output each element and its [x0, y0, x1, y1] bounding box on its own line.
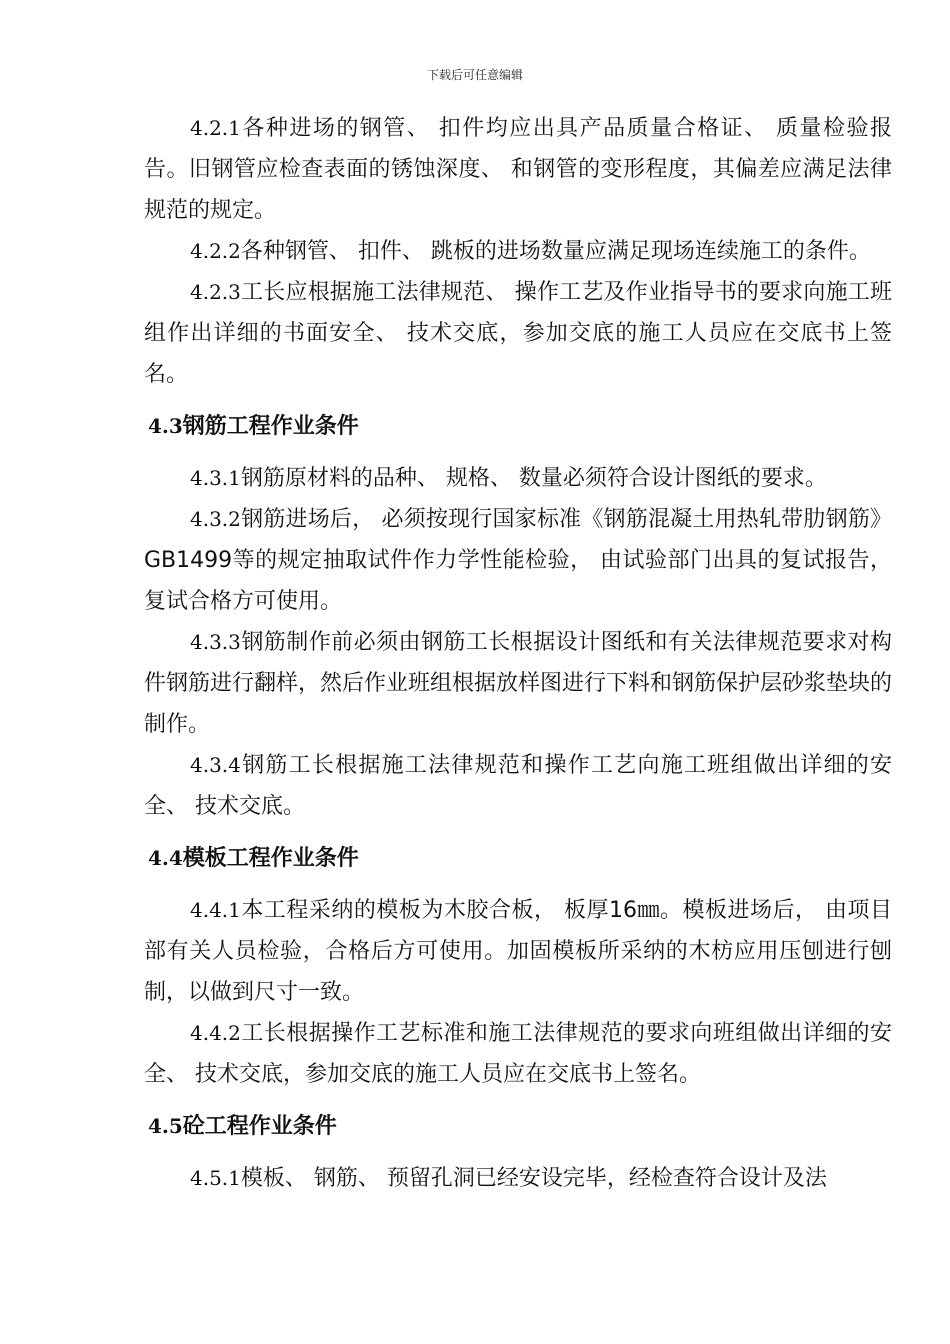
document-body — [144, 108, 892, 1199]
section-title: 砼工程作业条件 — [182, 1114, 337, 1139]
paragraph-4-3-1 — [144, 458, 892, 499]
paragraph-text: 本工程采纳的模板为木胶合板， 板厚16㎜。模板进场后， 由项目部有关人员检验，合格后方可使用。加固模板所采纳的木枋应用压刨进行刨制，以做到尺寸一致。 — [144, 898, 892, 1005]
section-title: 钢筋工程作业条件 — [182, 414, 359, 439]
paragraph-4-5-1 — [144, 1158, 892, 1199]
section-heading-4-3 — [144, 406, 892, 447]
clause-number: 4.4.2 — [190, 1021, 241, 1045]
page-header: 下载后可任意编辑 — [426, 68, 523, 82]
clause-number: 4.5.1 — [190, 1166, 241, 1190]
clause-number: 4.2.2 — [190, 239, 241, 263]
clause-number: 4.3.2 — [190, 507, 241, 531]
clause-number: 4.2.1 — [190, 116, 241, 140]
section-number: 4.5 — [148, 1114, 183, 1138]
paragraph-text: 钢筋进场后， 必须按现行国家标准《钢筋混凝土用热轧带肋钢筋》GB1499等的规定抽取试件作力学性能检验， 由试验部门出具的复试报告，复试合格方可使用。 — [144, 507, 892, 614]
clause-number: 4.2.3 — [190, 280, 241, 304]
clause-number: 4.3.3 — [190, 630, 241, 654]
paragraph-text: 工长根据操作工艺标准和施工法律规范的要求向班组做出详细的安全、 技术交底，参加交底的施工人员应在交底书上签名。 — [144, 1021, 892, 1087]
paragraph-4-2-1 — [144, 108, 892, 231]
section-title: 模板工程作业条件 — [182, 846, 359, 871]
paragraph-text: 模板、 钢筋、 预留孔洞已经安设完毕，经检查符合设计及法 — [240, 1166, 827, 1191]
paragraph-text: 钢筋工长根据施工法律规范和操作工艺向施工班组做出详细的安全、 技术交底。 — [144, 753, 892, 819]
paragraph-text: 钢筋制作前必须由钢筋工长根据设计图纸和有关法律规范要求对构件钢筋进行翻样，然后作业班组根据放样图进行下料和钢筋保护层砂浆垫块的制作。 — [144, 630, 893, 737]
paragraph-text: 各种进场的钢管、 扣件均应出具产品质量合格证、 质量检验报告。旧钢管应检查表面的锈蚀深度、 和钢管的变形程度，其偏差应满足法律规范的规定。 — [144, 116, 892, 223]
paragraph-text: 钢筋原材料的品种、 规格、 数量必须符合设计图纸的要求。 — [240, 466, 827, 491]
section-number: 4.3 — [148, 414, 183, 438]
paragraph-4-4-2 — [144, 1013, 892, 1095]
paragraph-4-3-3 — [144, 622, 892, 745]
section-number: 4.4 — [148, 846, 183, 870]
paragraph-4-2-3 — [144, 272, 892, 395]
clause-number: 4.4.1 — [190, 898, 241, 922]
section-heading-4-4 — [144, 838, 892, 879]
paragraph-text: 工长应根据施工法律规范、 操作工艺及作业指导书的要求向施工班组作出详细的书面安全、 技术交底，参加交底的施工人员应在交底书上签名。 — [144, 280, 892, 387]
paragraph-4-3-4 — [144, 745, 892, 827]
section-heading-4-5 — [144, 1106, 892, 1147]
paragraph-4-4-1 — [144, 890, 892, 1013]
clause-number: 4.3.1 — [190, 466, 241, 490]
paragraph-4-3-2 — [144, 499, 892, 622]
clause-number: 4.3.4 — [190, 753, 241, 777]
paragraph-text: 各种钢管、 扣件、 跳板的进场数量应满足现场连续施工的条件。 — [240, 239, 871, 264]
paragraph-4-2-2 — [144, 231, 892, 272]
